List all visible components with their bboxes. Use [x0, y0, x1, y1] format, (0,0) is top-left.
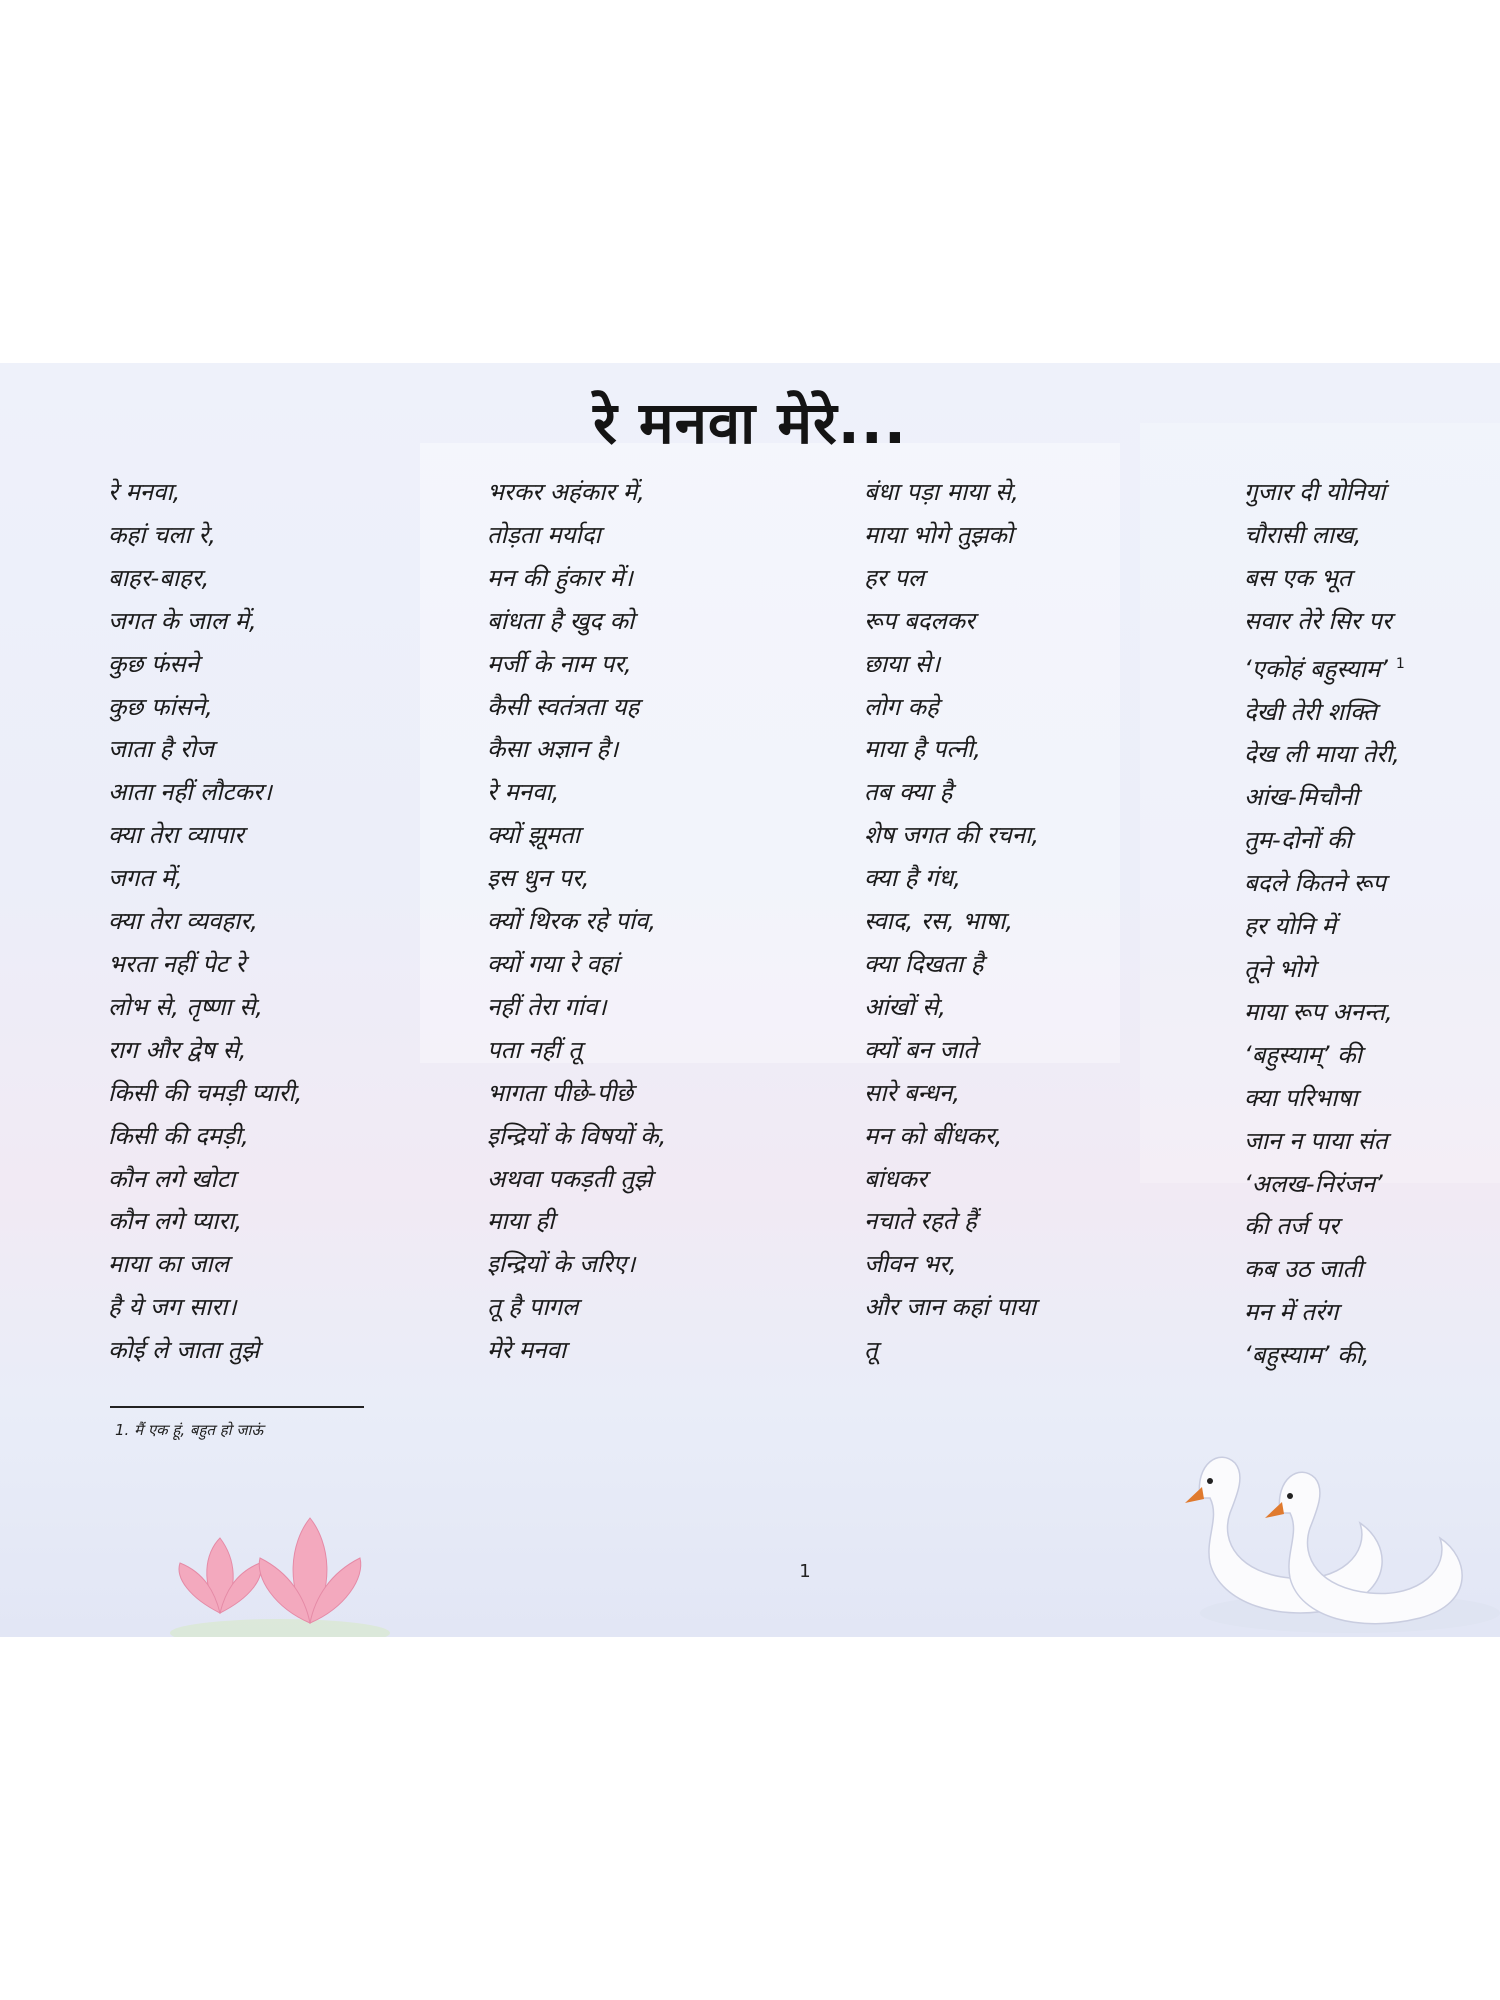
- poem-line: मन में तरंग: [1244, 1298, 1339, 1327]
- poem-line: हर पल: [864, 563, 925, 592]
- poem-line: आता नहीं लौटकर।: [108, 778, 272, 807]
- poem-line: जगत में,: [108, 864, 183, 893]
- poem-line: कुछ फंसने: [108, 649, 199, 678]
- poem-line: रूप बदलकर: [864, 606, 975, 635]
- poem-line: बदले कितने रूप: [1244, 869, 1386, 898]
- poem-line: हर योनि में: [1244, 912, 1336, 941]
- footnote-divider: [110, 1406, 364, 1408]
- poem-line: तू है पागल: [487, 1293, 579, 1322]
- poem-line: क्या परिभाषा: [1244, 1083, 1358, 1112]
- poem-line: शेष जगत की रचना,: [864, 821, 1039, 850]
- footnote: 1. मैं एक हूं, बहुत हो जाऊं: [115, 1421, 264, 1439]
- poem-line: क्या है गंध,: [864, 864, 961, 893]
- poem-line: आंखों से,: [864, 992, 946, 1021]
- poem-line: तोड़ता मर्यादा: [487, 520, 601, 549]
- poem-line: मन की हुंकार में।: [487, 563, 633, 592]
- poem-line: पता नहीं तू: [487, 1035, 582, 1064]
- poem-line: मेरे मनवा: [487, 1336, 567, 1365]
- poem-line: राग और द्वेष से,: [108, 1035, 247, 1064]
- poem-line: इस धुन पर,: [487, 864, 590, 893]
- poem-line: तू: [864, 1336, 878, 1365]
- poem-line: जान न पाया संत: [1244, 1126, 1388, 1155]
- poem-line: लोग कहे: [864, 692, 939, 721]
- poem-line: भरकर अहंकार में,: [487, 478, 645, 506]
- poem-line: माया का जाल: [108, 1250, 229, 1279]
- poem-line: तुम-दोनों की: [1244, 826, 1352, 855]
- page-number: 1: [799, 1561, 811, 1582]
- poem-line: नचाते रहते हैं: [864, 1207, 977, 1236]
- poem-line: आंख-मिचौनी: [1244, 783, 1359, 812]
- poem-line: अथवा पकड़ती तुझे: [487, 1164, 653, 1193]
- poem-line: लोभ से, तृष्णा से,: [108, 992, 263, 1021]
- poem-line: ‘एकोहं बहुस्याम’ $^1$: [1244, 654, 1405, 683]
- poem-line: देखी तेरी शक्ति: [1244, 697, 1377, 726]
- poem-line: कैसी स्वतंत्रता यह: [487, 692, 640, 721]
- poem-line: माया है पत्नी,: [864, 735, 981, 764]
- poem-line: नहीं तेरा गांव।: [487, 992, 607, 1021]
- poem-line: मन को बींधकर,: [864, 1121, 1003, 1150]
- poem-line: सारे बन्धन,: [864, 1078, 960, 1107]
- poem-line: क्यों गया रे वहां: [487, 949, 619, 978]
- poem-line: कैसा अज्ञान है।: [487, 735, 619, 764]
- poem-line: जीवन भर,: [864, 1250, 957, 1279]
- poem-line: इन्द्रियों के जरिए।: [487, 1250, 636, 1279]
- poem-line: जाता है रोज: [108, 735, 214, 764]
- swans-illustration: [1180, 1403, 1500, 1637]
- poem-line: कोई ले जाता तुझे: [108, 1336, 260, 1365]
- poem-line: बंधा पड़ा माया से,: [864, 478, 1019, 506]
- poem-column-2: [487, 471, 817, 1372]
- poem-line: बाहर-बाहर,: [108, 563, 210, 592]
- poem-line: माया भोगे तुझको: [864, 520, 1014, 549]
- poem-line: क्यों झूमता: [487, 821, 580, 850]
- poem-line: गुजार दी योनियां: [1244, 478, 1386, 506]
- poem-line: कब उठ जाती: [1244, 1255, 1363, 1284]
- poem-line: देख ली माया तेरी,: [1244, 740, 1400, 769]
- poem-line: कुछ फांसने,: [108, 692, 213, 721]
- poem-column-4: [1244, 471, 1500, 1377]
- poem-line: जगत के जाल में,: [108, 606, 257, 635]
- poem-line: माया ही: [487, 1207, 555, 1236]
- poem-line: कौन लगे खोटा: [108, 1164, 236, 1193]
- poem-line: ‘बहुस्याम’ की,: [1244, 1341, 1370, 1370]
- poem-line: तब क्या है: [864, 778, 953, 807]
- poem-line: क्या तेरा व्यवहार,: [108, 907, 258, 936]
- lotus-flower-illustration: [160, 1483, 400, 1637]
- poem-line: भरता नहीं पेट रे: [108, 949, 246, 978]
- poem-line: क्या दिखता है: [864, 949, 984, 978]
- poem-line: बांधकर: [864, 1164, 927, 1193]
- poem-line: चौरासी लाख,: [1244, 520, 1362, 549]
- poem-line: क्यों थिरक रहे पांव,: [487, 907, 657, 936]
- poem-line: माया रूप अनन्त,: [1244, 997, 1393, 1026]
- poem-line: क्यों बन जाते: [864, 1035, 977, 1064]
- poem-line: की तर्ज पर: [1244, 1212, 1339, 1241]
- poem-line: किसी की चमड़ी प्यारी,: [108, 1078, 303, 1107]
- book-page: [0, 363, 1500, 1637]
- poem-line: ‘अलख-निरंजन’: [1244, 1169, 1383, 1198]
- poem-column-1: [108, 471, 438, 1372]
- poem-line: मर्जी के नाम पर,: [487, 649, 632, 678]
- poem-line: रे मनवा,: [108, 478, 181, 506]
- poem-line: किसी की दमड़ी,: [108, 1121, 249, 1150]
- poem-line: कौन लगे प्यारा,: [108, 1207, 243, 1236]
- poem-line: स्वाद, रस, भाषा,: [864, 907, 1014, 936]
- poem-line: छाया से।: [864, 649, 941, 678]
- poem-column-3: [864, 471, 1194, 1372]
- footnote-marker: 1: [1395, 655, 1405, 672]
- poem-line: बांधता है खुद को: [487, 606, 635, 635]
- poem-line: भागता पीछे-पीछे: [487, 1078, 634, 1107]
- poem-line: बस एक भूत: [1244, 563, 1352, 592]
- poem-line: इन्द्रियों के विषयों के,: [487, 1121, 667, 1150]
- poem-line: क्या तेरा व्यापार: [108, 821, 244, 850]
- poem-line: तूने भोगे: [1244, 954, 1316, 983]
- poem-line: रे मनवा,: [487, 778, 560, 807]
- poem-line: कहां चला रे,: [108, 520, 216, 549]
- poem-line: है ये जग सारा।: [108, 1293, 237, 1322]
- poem-line: ‘बहुस्याम्’ की: [1244, 1040, 1362, 1069]
- poem-line: और जान कहां पाया: [864, 1293, 1036, 1322]
- poem-title: रे मनवा मेरे...: [593, 389, 907, 457]
- poem-line: सवार तेरे सिर पर: [1244, 606, 1392, 635]
